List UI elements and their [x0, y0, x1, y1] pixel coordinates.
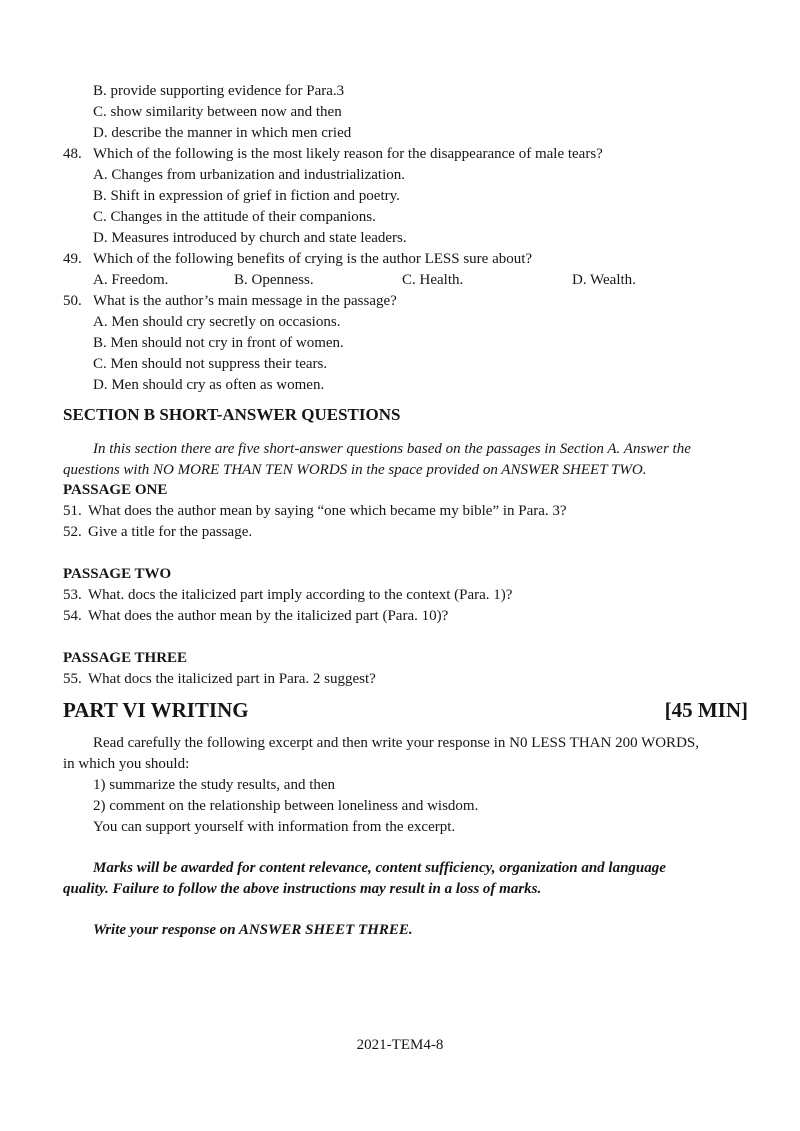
writing-instruction-line1: Read carefully the following excerpt and then write your response in N0 LESS THAN 200 WORDS,	[93, 735, 699, 751]
question-number: 51.	[63, 503, 82, 519]
writing-step-2: 2) comment on the relationship between loneliness and wisdom.	[93, 798, 479, 814]
option-c: C. Changes in the attitude of their companions.	[93, 209, 376, 225]
question-number: 55.	[63, 671, 82, 687]
question-number: 53.	[63, 587, 82, 603]
answer-sheet-note: Write your response on ANSWER SHEET THREE.	[93, 922, 413, 938]
marks-note-line2: quality. Failure to follow the above instructions may result in a loss of marks.	[63, 881, 542, 897]
question-50	[63, 292, 397, 310]
option-d: D. describe the manner in which men cried	[93, 125, 352, 141]
option-c: C. Men should not suppress their tears.	[93, 356, 328, 372]
question-number: 50.	[63, 293, 82, 309]
marks-note-line1: Marks will be awarded for content relevance, content sufficiency, organization and language	[93, 860, 666, 876]
question-number: 48.	[63, 146, 82, 162]
question-number: 49.	[63, 251, 82, 267]
question-53	[63, 586, 512, 604]
question-51	[63, 502, 567, 520]
question-text: What. docs the italicized part imply according to the context (Para. 1)?	[88, 587, 513, 603]
question-49	[63, 250, 532, 268]
part-vi-time: [45 MIN]	[664, 698, 748, 722]
option-a: A. Men should cry secretly on occasions.	[93, 314, 341, 330]
question-text: Which of the following is the most likely reason for the disappearance of male tears?	[93, 146, 603, 162]
passage-two-heading: PASSAGE TWO	[63, 566, 172, 582]
option-b: B. Shift in expression of grief in fiction and poetry.	[93, 188, 400, 204]
question-number: 52.	[63, 524, 82, 540]
question-text: What does the author mean by the italicized part (Para. 10)?	[88, 608, 449, 624]
question-54	[63, 607, 448, 625]
page-footer-code: 2021-TEM4-8	[356, 1037, 444, 1053]
passage-one-heading: PASSAGE ONE	[63, 482, 168, 498]
section-b-heading: SECTION B SHORT-ANSWER QUESTIONS	[63, 405, 401, 424]
question-text: What is the author’s main message in the passage?	[93, 293, 397, 309]
question-text: Give a title for the passage.	[88, 524, 253, 540]
section-b-instruction-line2: questions with NO MORE THAN TEN WORDS in the space provided on ANSWER SHEET TWO.	[63, 462, 647, 478]
option-d: D. Men should cry as often as women.	[93, 377, 325, 393]
option-c: C. Health.	[402, 272, 464, 288]
option-b: B. Men should not cry in front of women.	[93, 335, 344, 351]
option-a: A. Freedom.	[93, 272, 169, 288]
question-text: Which of the following benefits of crying is the author LESS sure about?	[93, 251, 533, 267]
option-b: B. Openness.	[234, 272, 314, 288]
question-text: What docs the italicized part in Para. 2 suggest?	[88, 671, 376, 687]
passage-three-heading: PASSAGE THREE	[63, 650, 188, 666]
option-c: C. show similarity between now and then	[93, 104, 342, 120]
section-b-instruction-line1: In this section there are five short-answer questions based on the passages in Section A. Answer the	[93, 441, 691, 457]
option-b: B. provide supporting evidence for Para.3	[93, 83, 345, 99]
option-d: D. Measures introduced by church and state leaders.	[93, 230, 407, 246]
writing-step-1: 1) summarize the study results, and then	[93, 777, 336, 793]
question-48	[63, 145, 603, 163]
option-a: A. Changes from urbanization and industrialization.	[93, 167, 406, 183]
question-number: 54.	[63, 608, 82, 624]
part-vi-title: PART VI WRITING	[63, 698, 249, 722]
writing-support-note: You can support yourself with information from the excerpt.	[93, 819, 456, 835]
question-55	[63, 670, 376, 688]
question-52	[63, 523, 252, 541]
writing-instruction-line2: in which you should:	[63, 756, 190, 772]
option-d: D. Wealth.	[572, 272, 636, 288]
question-text: What does the author mean by saying “one which became my bible” in Para. 3?	[88, 503, 567, 519]
